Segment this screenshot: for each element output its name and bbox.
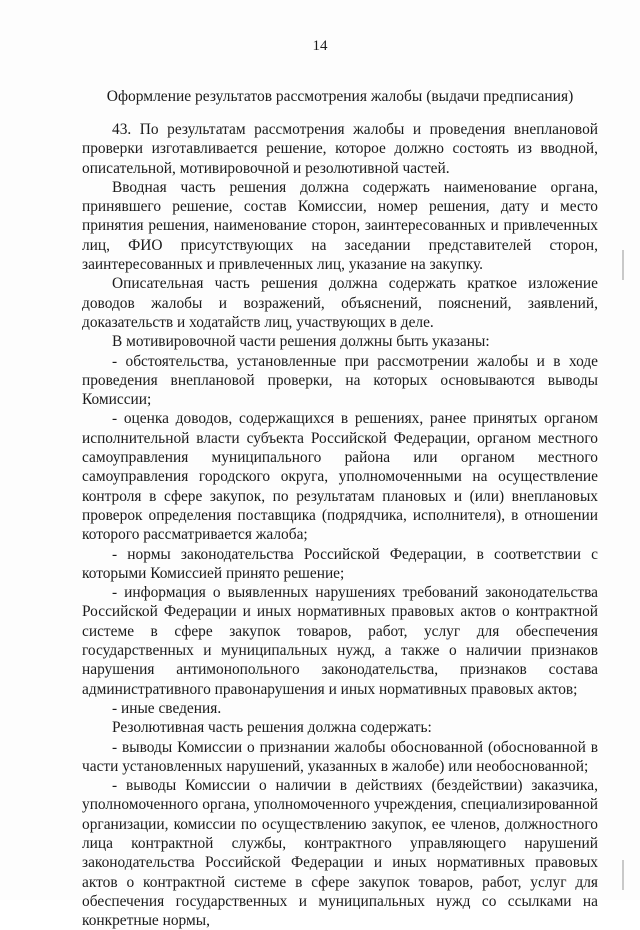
list-item-complaint-conclusion: - выводы Комиссии о признании жалобы обоснованной (обоснованной в части установленных нарушений, указанных в жалобе) или необоснованной; <box>82 738 598 775</box>
section-heading: Оформление результатов рассмотрения жалобы (выдачи предписания) <box>106 88 574 105</box>
list-item-circumstances: - обстоятельства, установленные при рассмотрении жалобы и в ходе проведения внеплановой проверки, на которых основываются выводы Комиссии; <box>82 352 598 409</box>
list-item-assessment: - оценка доводов, содержащихся в решениях, ранее принятых органом исполнительной власти субъекта Российской Федерации, органом местного самоуправления муниципального района или органом местного самоуправления городского округа, уполномоченными на осуществление контроля в сфере закупок, по результатам плановых и (или) внеплановых проверок определения поставщика (подрядчика, исполнителя), в отношении которого рассматривается жалоба; <box>82 410 598 544</box>
list-item-actions-conclusion: - выводы Комиссии о наличии в действиях (бездействии) заказчика, уполномоченного органа, уполномоченного учреждения, специализированной организации, комиссии по осуществлению закупок, ее членов, должностного лица контрактной службы, контрактного управляющего нарушений законодательства Российской Федерации и иных нормативных правовых актов о контрактной системе в сфере закупок товаров, работ, услуг для обеспечения государственных и муниципальных нужд со ссылками на конкретные нормы, <box>82 777 598 930</box>
body-text <box>82 120 598 930</box>
page-number: 14 <box>312 38 328 54</box>
paragraph-intro-part: Вводная часть решения должна содержать наименование органа, принявшего решение, состав Комиссии, номер решения, дату и место принятия решения, наименование сторон, заинтересованных и привлеченных лиц, ФИО присутствующих на заседании представителей сторон, заинтересованных и привлеченных лиц, указание на закупку. <box>82 178 598 274</box>
paragraph-43: 43. По результатам рассмотрения жалобы и проведения внеплановой проверки изготавливается решение, которое должно состоять из вводной, описательной, мотивировочной и резолютивной частей. <box>82 121 598 177</box>
list-item-violations-info: - информация о выявленных нарушениях требований законодательства Российской Федерации и иных нормативных правовых актов о контрактной системе в сфере закупок товаров, работ, услуг для обеспечения государственных и муниципальных нужд, а также о наличии признаков нарушения антимонопольного законодательства, признаков состава административного правонарушения и иных нормативных правовых актов; <box>82 584 598 698</box>
paragraph-resolution-intro: Резолютивная часть решения должна содержать: <box>112 719 432 737</box>
paragraph-motivation-intro: В мотивировочной части решения должны быть указаны: <box>112 333 490 351</box>
scan-edge-mark <box>622 860 624 890</box>
paragraph-descriptive-part: Описательная часть решения должна содержать краткое изложение доводов жалобы и возражений, объяснений, пояснений, заявлений, доказательств и ходатайств лиц, участвующих в деле. <box>82 275 598 331</box>
list-item-norms: - нормы законодательства Российской Федерации, в соответствии с которыми Комиссией принято решение; <box>82 545 598 582</box>
list-item-other: - иные сведения. <box>112 699 222 717</box>
scan-edge-mark <box>622 250 624 280</box>
